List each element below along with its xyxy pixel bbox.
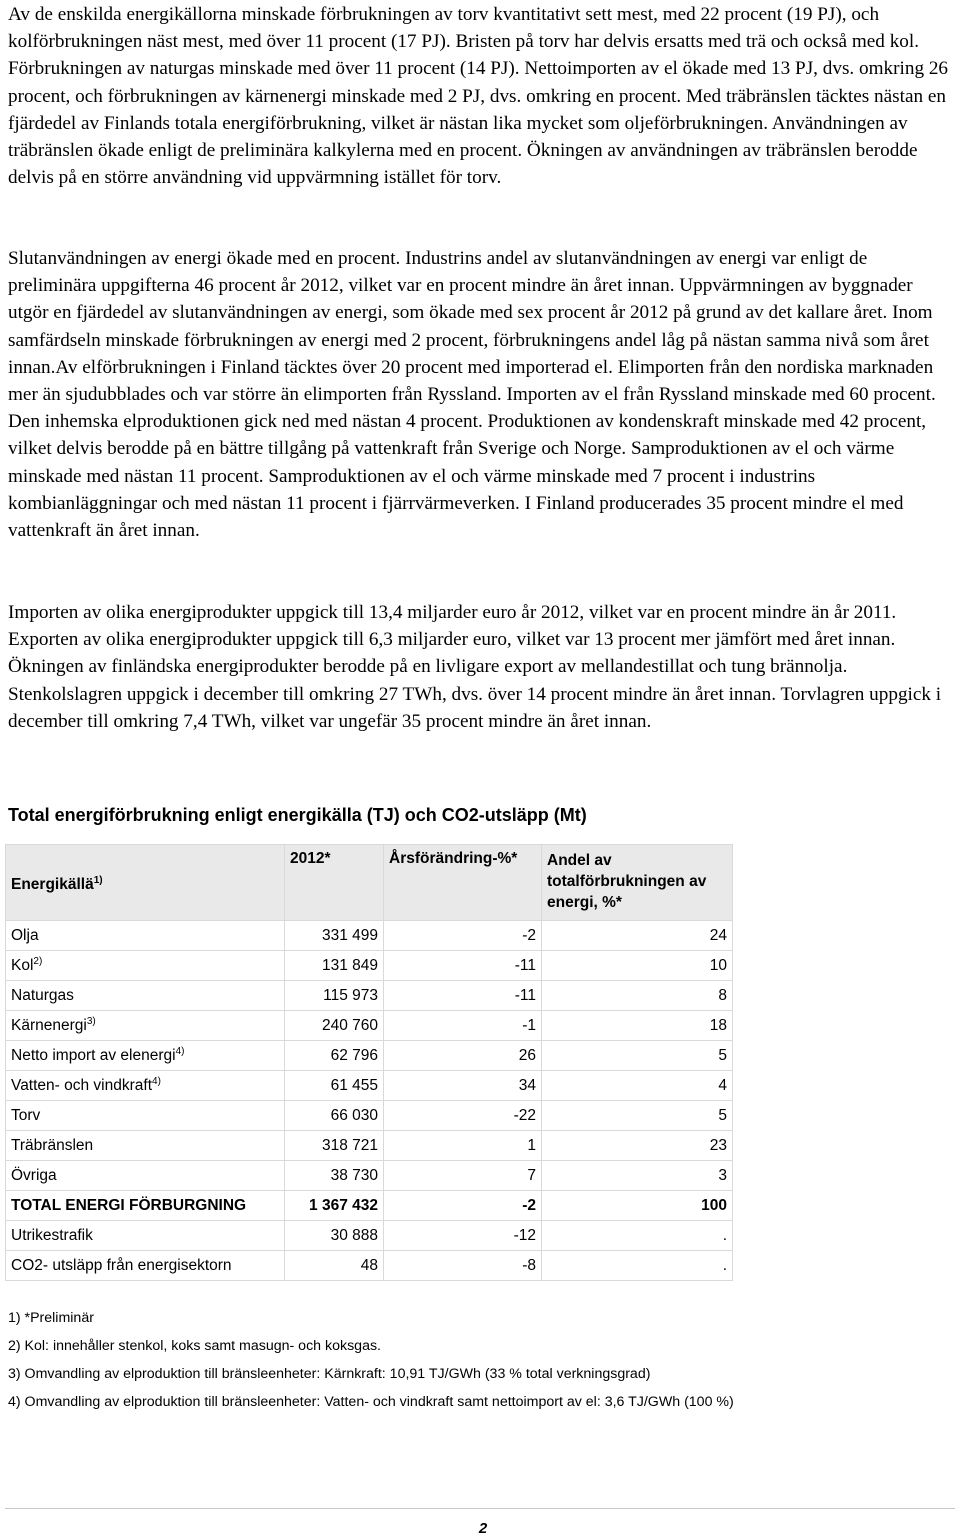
cell-annual-change: 34 (384, 1071, 542, 1101)
cell-energy-source: TOTAL ENERGI FÖRBURGNING (6, 1191, 285, 1221)
cell-energy-source: Torv (6, 1101, 285, 1131)
cell-energy-source: Netto import av elenergi$^{4)}$ (6, 1041, 285, 1071)
page-number: 2 (478, 1520, 488, 1537)
table-row (6, 921, 733, 951)
header-annual-change: Årsförändring-%* (384, 845, 542, 921)
cell-2012-value: 115 973 (285, 981, 384, 1011)
cell-share: 8 (542, 981, 733, 1011)
cell-annual-change: -12 (384, 1221, 542, 1251)
table-header-row (6, 845, 733, 921)
header-share: Andel av totalförbrukningen av energi, %* (542, 845, 733, 921)
table-row (6, 1041, 733, 1071)
cell-2012-value: 61 455 (285, 1071, 384, 1101)
cell-energy-source: Naturgas (6, 981, 285, 1011)
energy-table (5, 844, 733, 1281)
cell-2012-value: 38 730 (285, 1161, 384, 1191)
cell-energy-source: Olja (6, 921, 285, 951)
footnote-4: 4) Omvandling av elproduktion till bränsleenheter: Vatten- och vindkraft samt nettoimport av el: 3,6 TJ/GWh (100 %) (8, 1394, 734, 1410)
cell-2012-value: 240 760 (285, 1011, 384, 1041)
page-footer-rule (5, 1508, 955, 1509)
cell-annual-change: -11 (384, 981, 542, 1011)
footnote-2: 2) Kol: innehåller stenkol, koks samt masugn- och koksgas. (8, 1338, 381, 1354)
cell-energy-source: Kärnenergi$^{3)}$ (6, 1011, 285, 1041)
cell-energy-source: Utrikestrafik (6, 1221, 285, 1251)
footnote-1: 1) *Preliminär (8, 1310, 94, 1326)
table-row (6, 951, 733, 981)
cell-share: . (542, 1221, 733, 1251)
cell-share: 18 (542, 1011, 733, 1041)
cell-share: 3 (542, 1161, 733, 1191)
paragraph-imports-exports: Importen av olika energiprodukter uppgick till 13,4 miljarder euro år 2012, vilket var en procent mindre än år 2011. Exporten av olika energiprodukter uppgick till 6,3 miljarder euro, vilket var 13 procent mer jämfört med året innan. Ökningen av finländska energiprodukter berodde på en livligare export av mellandestillat och tung brännolja. Stenkolslagren uppgick i december till omkring 27 TWh, dvs. över 14 procent mindre än året innan. Torvlagren uppgick i december till omkring 7,4 TWh, vilket var ungefär 35 procent mindre än året innan. (8, 602, 942, 732)
table-body (6, 921, 733, 1281)
cell-share: 4 (542, 1071, 733, 1101)
cell-energy-source: Kol$^{2)}$ (6, 951, 285, 981)
cell-2012-value: 1 367 432 (285, 1191, 384, 1221)
table-row (6, 981, 733, 1011)
header-year: 2012* (285, 845, 384, 921)
cell-annual-change: -2 (384, 1191, 542, 1221)
footnote-3: 3) Omvandling av elproduktion till bränsleenheter: Kärnkraft: 10,91 TJ/GWh (33 % total verkningsgrad) (8, 1366, 651, 1382)
table-row (6, 1161, 733, 1191)
cell-energy-source: Träbränslen (6, 1131, 285, 1161)
table-row (6, 1071, 733, 1101)
cell-share: 5 (542, 1101, 733, 1131)
cell-2012-value: 131 849 (285, 951, 384, 981)
cell-share: 5 (542, 1041, 733, 1071)
cell-annual-change: -11 (384, 951, 542, 981)
table-row (6, 1011, 733, 1041)
table-row (6, 1221, 733, 1251)
table-row (6, 1131, 733, 1161)
cell-2012-value: 331 499 (285, 921, 384, 951)
cell-annual-change: 26 (384, 1041, 542, 1071)
cell-2012-value: 30 888 (285, 1221, 384, 1251)
cell-annual-change: -1 (384, 1011, 542, 1041)
paragraph-energy-sources: Av de enskilda energikällorna minskade förbrukningen av torv kvantitativt sett mest, med 22 procent (19 PJ), och kolförbrukningen näst mest, med över 11 procent (17 PJ). Bristen på torv har delvis ersatts med trä och också med kol. Förbrukningen av naturgas minskade med över 11 procent (14 PJ). Nettoimporten av el ökade med 13 PJ, dvs. omkring 26 procent, och förbrukningen av kärnenergi minskade med 2 PJ, dvs. omkring en procent. Med träbränslen täcktes nästan en fjärdedel av Finlands totala energiförbrukning, vilket är nästan lika mycket som oljeförbrukningen. Användningen av träbränslen ökade enligt de preliminära kalkylerna med en procent. Ökningen av användningen av träbränslen berodde delvis på en större användning vid uppvärmning istället för torv. (8, 4, 949, 189)
table-title: Total energiförbrukning enligt energikälla (TJ) och CO2-utsläpp (Mt) (8, 805, 587, 825)
cell-annual-change: -2 (384, 921, 542, 951)
cell-2012-value: 62 796 (285, 1041, 384, 1071)
cell-annual-change: 7 (384, 1161, 542, 1191)
cell-share: 10 (542, 951, 733, 981)
table-row (6, 1191, 733, 1221)
cell-share: 23 (542, 1131, 733, 1161)
cell-share: 100 (542, 1191, 733, 1221)
footnotes (8, 1304, 734, 1416)
table-row (6, 1101, 733, 1131)
cell-2012-value: 66 030 (285, 1101, 384, 1131)
cell-energy-source: CO2- utsläpp från energisektorn (6, 1251, 285, 1281)
cell-energy-source: Vatten- och vindkraft$^{4)}$ (6, 1071, 285, 1101)
cell-2012-value: 318 721 (285, 1131, 384, 1161)
cell-annual-change: 1 (384, 1131, 542, 1161)
cell-annual-change: -22 (384, 1101, 542, 1131)
table-row (6, 1251, 733, 1281)
cell-annual-change: -8 (384, 1251, 542, 1281)
cell-share: . (542, 1251, 733, 1281)
cell-2012-value: 48 (285, 1251, 384, 1281)
cell-energy-source: Övriga (6, 1161, 285, 1191)
header-energy-source: Energikällä$^{1)}$ (6, 845, 285, 921)
paragraph-final-use: Slutanvändningen av energi ökade med en procent. Industrins andel av slutanvändningen av energi var enligt de preliminära uppgifterna 46 procent år 2012, vilket var en procent mindre än året innan. Uppvärmningen av byggnader utgör en fjärdedel av slutanvändningen av energi, som ökade med sex procent år 2012 på grund av det kallare året. Inom samfärdseln minskade förbrukningen av energi med 2 procent, förbrukningens andel låg på nästan samma nivå som året innan.Av elförbrukningen i Finland täcktes över 20 procent med importerad el. Elimporten från den nordiska marknaden mer än sjudubblades och var större än elimporten från Ryssland. Importen av el från Ryssland minskade med 60 procent. Den inhemska elproduktionen gick ned med nästan 4 procent. Produktionen av kondenskraft minskade med 42 procent, vilket delvis berodde på en bättre tillgång på vattenkraft från Sverige och Norge. Samproduktionen av el och värme minskade med nästan 11 procent. Samproduktionen av el och värme minskade med 7 procent i industrins kombianläggningar och med nästan 11 procent i fjärrvärmeverken. I Finland producerades 35 procent mindre el med vattenkraft än året innan. (8, 248, 936, 542)
cell-share: 24 (542, 921, 733, 951)
